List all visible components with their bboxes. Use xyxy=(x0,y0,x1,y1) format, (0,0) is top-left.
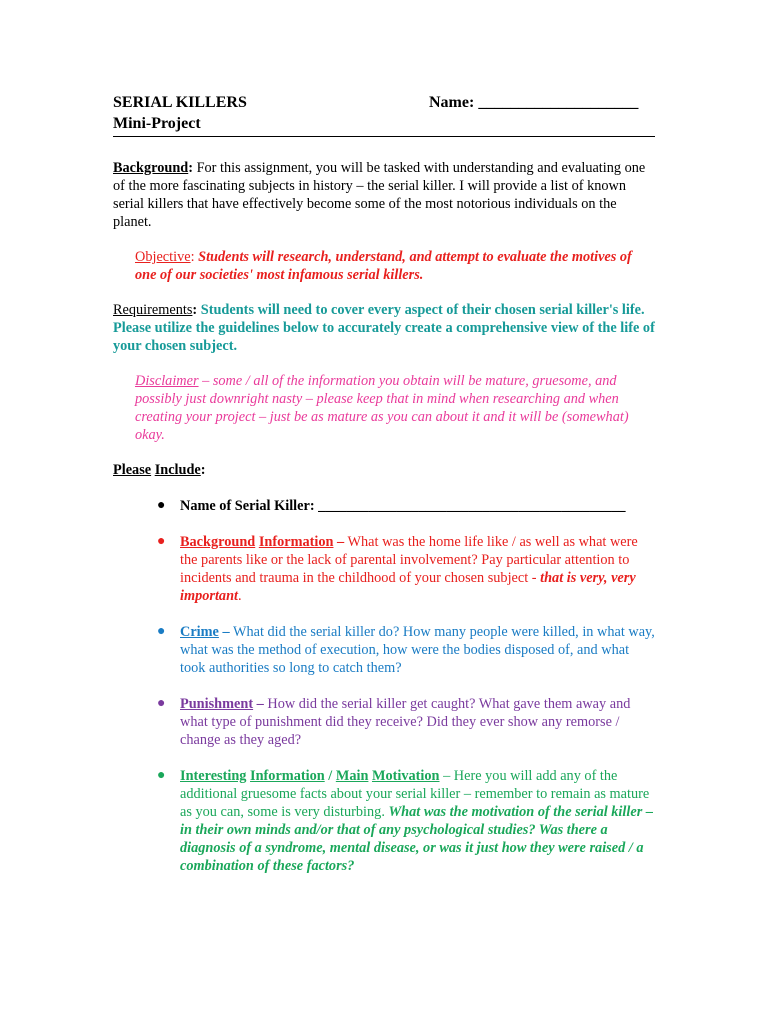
requirements-label: Requirements xyxy=(113,302,193,318)
bullet-icon: ● xyxy=(157,768,166,783)
background-paragraph xyxy=(113,159,655,231)
requirements-paragraph: Requirements: Students will need to cover every aspect of their chosen serial killer's life. Please utilize the guidelines below to accurately create a comprehensive view of the life of your chosen subject. xyxy=(113,302,655,354)
bullet-icon: ● xyxy=(157,696,166,711)
serial-killer-name-field: Name of Serial Killer: ___________________________________________ xyxy=(180,498,626,514)
bullet-icon: ● xyxy=(157,624,166,639)
list-item-background-information: ● Background Information – What was the home life like / as well as what were the parents like or the lack of parental involvement? Pay particular attention to incidents and trauma in the childhood of your chosen subject - that is very, very important. xyxy=(157,534,638,604)
document-header xyxy=(113,94,655,137)
disclaimer-label: Disclaimer xyxy=(135,373,199,389)
document-subtitle: Mini-Project xyxy=(113,115,201,132)
disclaimer-paragraph xyxy=(135,372,655,444)
list-item-punishment: ● Punishment – How did the serial killer get caught? What gave them away and what type of punishment did they receive? Did they ever show any remorse / change as they aged? xyxy=(157,696,631,748)
objective-paragraph: Objective: Students will research, understand, and attempt to evaluate the motives of one of our societies' most infamous serial killers. xyxy=(135,249,632,283)
document-title: SERIAL KILLERS xyxy=(113,94,247,111)
name-field-label: Name: ____________________ xyxy=(429,94,639,111)
objective-text: Students will research, understand, and attempt to evaluate the motives of one of our societies' most infamous serial killers. xyxy=(135,249,632,283)
background-label: Background xyxy=(113,160,189,176)
requirements-text: Students will need to cover every aspect of their chosen serial killer's life. Please utilize the guidelines below to accurately create a comprehensive view of the life of your chosen subject. xyxy=(113,302,655,354)
bullet-icon: ● xyxy=(157,534,166,549)
disclaimer-text: – some / all of the information you obtain will be mature, gruesome, and possibly just downright nasty – please keep that in mind when researching and when creating your project – just be as mature as you can about it and it will be (somewhat) okay. xyxy=(135,373,629,443)
list-item-name xyxy=(113,497,655,515)
list-item-crime: ● Crime – What did the serial killer do? How many people were killed, in what way, what was the method of execution, how were the bodies disposed of, and what took authorities so long to catch them? xyxy=(157,624,655,676)
objective-label: Objective xyxy=(135,249,191,265)
background-colon: : xyxy=(188,160,193,176)
background-text: For this assignment, you will be tasked with understanding and evaluating one of the more fascinating subjects in history – the serial killer. I will provide a list of known serial killers that have effectively become some of the most notorious individuals on the planet. xyxy=(113,160,646,230)
include-list xyxy=(113,497,655,875)
list-item-interesting-information: ● Interesting Information / Main Motivation – Here you will add any of the additional gruesome facts about your serial killer – remember to remain as mature as you can, some is very disturbing. What was the motivation of the serial killer – in their own minds and/or that of any psychological studies? Was there a diagnosis of a syndrome, mental disease, or was it just how they were raised / a combination of these factors? xyxy=(157,768,653,874)
bullet-icon: ● xyxy=(157,498,166,513)
document-page xyxy=(113,94,655,893)
please-include-heading: Please Include: xyxy=(113,462,206,478)
